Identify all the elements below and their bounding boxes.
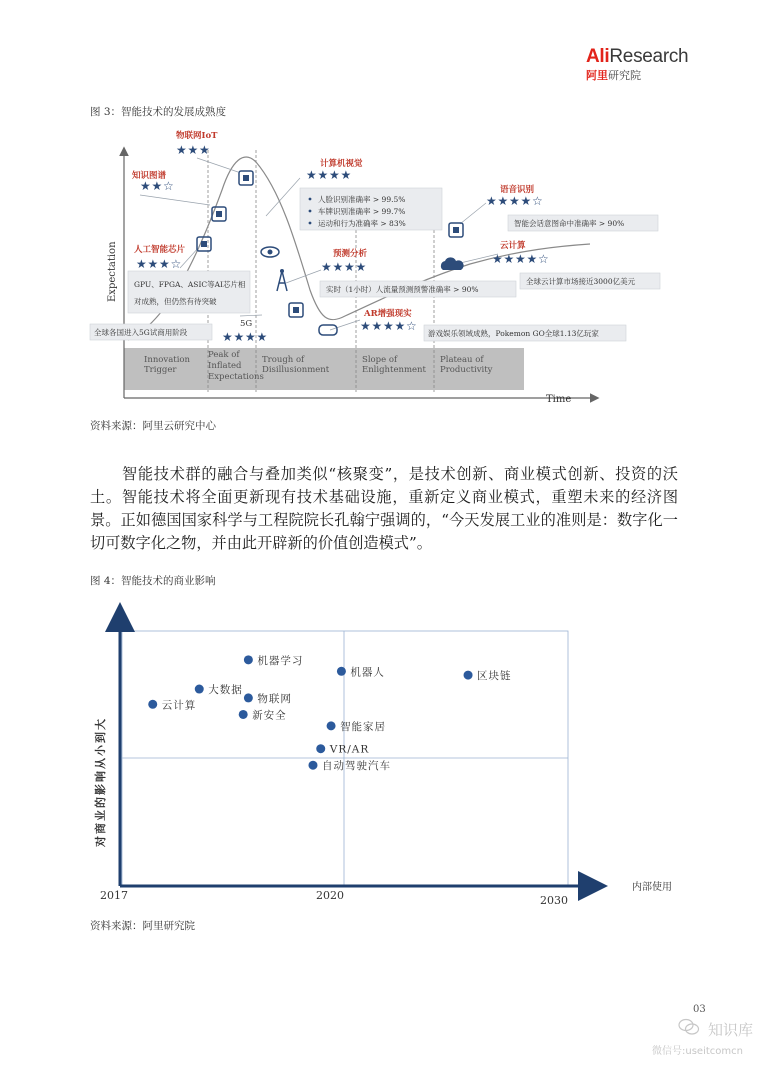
tech-label: 5G bbox=[240, 319, 253, 329]
note-chip-1: GPU、FPGA、ASIC等AI芯片相 bbox=[134, 280, 246, 289]
scatter-label: 大数据 bbox=[208, 684, 243, 697]
star-filled: ★ bbox=[222, 330, 233, 344]
figure4-source: 资料来源：阿里研究院 bbox=[90, 920, 195, 932]
page-number: 03 bbox=[693, 1004, 706, 1015]
note-5g: 全球各国进入5G试商用阶段 bbox=[94, 328, 188, 337]
predict-analysis-icon bbox=[289, 303, 303, 317]
star-empty: ☆ bbox=[538, 252, 549, 266]
scatter-label: 机器人 bbox=[350, 666, 385, 679]
star-filled: ★ bbox=[321, 260, 332, 274]
star-filled: ★ bbox=[233, 330, 245, 344]
logo-institute-cn-text: 研究院 bbox=[608, 69, 641, 82]
phase-slope-1: Slope of bbox=[362, 355, 398, 365]
star-filled: ★ bbox=[187, 143, 199, 157]
phase-plateau-1: Plateau of bbox=[440, 355, 484, 365]
body-paragraph: 智能技术群的融合与叠加类似“核聚变”，是技术创新、商业模式创新、投资的沃土。智能技术将全面更新现有技术基础设施，重新定义商业模式，重塑未来的经济图景。正如德国国家科学与工程院院长孔翰宁强调的，“今天发展工业的准则是：数字化一切可数字化之物，并由此开辟新的价值创造模式”。 bbox=[90, 465, 678, 552]
business-impact-chart bbox=[0, 590, 765, 920]
phase-innovation-1: Innovation bbox=[144, 355, 191, 365]
logo-ali-text: Ali bbox=[586, 46, 610, 67]
star-filled: ★ bbox=[344, 260, 355, 274]
tech-label: AR增强现实 bbox=[364, 309, 412, 319]
star-filled: ★ bbox=[383, 319, 394, 333]
scatter-point bbox=[308, 761, 317, 770]
tech-label: 物联网IoT bbox=[176, 131, 218, 141]
y-axis-label: Expectation bbox=[107, 241, 118, 302]
star-empty: ☆ bbox=[406, 319, 417, 333]
knowledge-graph-icon bbox=[212, 207, 226, 221]
iot-icon bbox=[239, 171, 253, 185]
vr-headset-icon bbox=[319, 325, 337, 335]
scatter-label: 云计算 bbox=[161, 699, 197, 712]
watermark-title: 知识库 bbox=[708, 1021, 754, 1039]
star-filled: ★ bbox=[360, 319, 371, 333]
note-speech: 智能会话意图命中准确率 > 90% bbox=[514, 219, 625, 228]
figure3-source: 资料来源：阿里云研究中心 bbox=[90, 420, 216, 432]
scatter-point bbox=[316, 744, 325, 753]
scatter-point bbox=[337, 667, 346, 676]
star-filled: ★ bbox=[199, 143, 210, 157]
ai-chip-icon bbox=[197, 237, 211, 251]
watermark-account: 微信号:useitcomcn bbox=[652, 1046, 743, 1057]
scatter-point bbox=[148, 700, 157, 709]
logo-ali-cn-text: 阿里 bbox=[586, 69, 608, 82]
phase-peak-1: Peak of bbox=[208, 350, 240, 360]
note-vision-1: 人脸识别准确率 > 99.5% bbox=[318, 195, 406, 204]
tick-2017: 2017 bbox=[100, 889, 128, 902]
star-empty: ☆ bbox=[163, 179, 174, 193]
speech-icon bbox=[449, 223, 463, 237]
star-filled: ★ bbox=[503, 252, 515, 266]
scatter-label: 智能家居 bbox=[340, 720, 387, 733]
scatter-point bbox=[327, 721, 336, 730]
tech-label: 语音识别 bbox=[500, 185, 535, 195]
scatter-label: 区块链 bbox=[477, 670, 512, 683]
tech-label: 计算机视觉 bbox=[320, 159, 363, 169]
scatter-label: VR/AR bbox=[329, 743, 370, 756]
star-filled: ★ bbox=[317, 168, 329, 182]
note-predict: 实时（1小时）人流量预测预警准确率 > 90% bbox=[326, 285, 479, 294]
figure3-caption: 图 3：智能技术的发展成熟度 bbox=[90, 106, 227, 118]
hype-cycle-chart bbox=[0, 0, 765, 420]
star-filled: ★ bbox=[256, 330, 268, 344]
tech-label: 预测分析 bbox=[333, 249, 368, 259]
star-filled: ★ bbox=[340, 168, 352, 182]
scatter-point bbox=[244, 655, 253, 664]
star-filled: ★ bbox=[140, 179, 151, 193]
note-vision-2: 车牌识别准确率 > 99.7% bbox=[318, 207, 406, 216]
scatter-label: 机器学习 bbox=[257, 654, 304, 667]
star-filled: ★ bbox=[515, 252, 526, 266]
star-filled: ★ bbox=[159, 257, 170, 271]
wechat-icon bbox=[678, 1018, 700, 1036]
star-filled: ★ bbox=[394, 319, 406, 333]
tech-label: 云计算 bbox=[500, 241, 526, 251]
star-filled: ★ bbox=[355, 260, 367, 274]
note-cloud: 全球云计算市场接近3000亿美元 bbox=[526, 277, 636, 286]
tech-label: 人工智能芯片 bbox=[134, 245, 186, 255]
star-filled: ★ bbox=[526, 252, 538, 266]
star-filled: ★ bbox=[332, 260, 344, 274]
star-filled: ★ bbox=[329, 168, 340, 182]
star-filled: ★ bbox=[509, 194, 520, 208]
impact-y-label: 对商业的影响从小到大 bbox=[94, 717, 107, 847]
note-ar: 游戏娱乐领域成熟，Pokemon GO全球1.13亿玩家 bbox=[428, 329, 599, 338]
star-filled: ★ bbox=[151, 179, 163, 193]
star-empty: ☆ bbox=[532, 194, 543, 208]
eye-icon bbox=[261, 247, 279, 257]
tech-label: 知识图谱 bbox=[132, 171, 167, 181]
phase-plateau-2: Productivity bbox=[440, 365, 493, 375]
star-filled: ★ bbox=[371, 319, 383, 333]
figure4-caption: 图 4：智能技术的商业影响 bbox=[90, 575, 216, 587]
star-filled: ★ bbox=[136, 257, 147, 271]
phase-peak-3: Expectations bbox=[208, 372, 264, 382]
tick-2020: 2020 bbox=[316, 889, 344, 902]
scatter-label: 自动驾驶汽车 bbox=[321, 760, 391, 773]
impact-x-label: 内部使用 bbox=[632, 882, 672, 893]
scatter-point bbox=[239, 710, 248, 719]
star-filled: ★ bbox=[176, 143, 187, 157]
star-filled: ★ bbox=[497, 194, 509, 208]
phase-trough-1: Trough of bbox=[262, 355, 305, 365]
note-vision-3: 运动和行为准确率 > 83% bbox=[318, 219, 406, 228]
star-filled: ★ bbox=[245, 330, 256, 344]
scatter-label: 物联网 bbox=[257, 692, 292, 705]
note-chip-2: 对成熟，但仍然有待突破 bbox=[134, 297, 217, 306]
star-filled: ★ bbox=[147, 257, 159, 271]
cloud-icon bbox=[441, 257, 464, 270]
x-axis-label: Time bbox=[546, 394, 572, 405]
star-filled: ★ bbox=[306, 168, 317, 182]
logo-research-text: Research bbox=[609, 46, 689, 67]
phase-innovation-2: Trigger bbox=[144, 365, 177, 375]
phase-peak-2: Inflated bbox=[208, 361, 242, 371]
star-empty: ☆ bbox=[170, 257, 182, 271]
phase-slope-2: Enlightenment bbox=[362, 365, 426, 375]
star-filled: ★ bbox=[486, 194, 497, 208]
5g-tower-icon bbox=[277, 269, 287, 291]
scatter-point bbox=[195, 685, 204, 694]
scatter-label: 新安全 bbox=[252, 709, 287, 722]
scatter-point bbox=[244, 693, 253, 702]
scatter-point bbox=[464, 671, 473, 680]
phase-trough-2: Disillusionment bbox=[262, 365, 330, 375]
star-filled: ★ bbox=[492, 252, 503, 266]
tick-2030: 2030 bbox=[540, 894, 568, 907]
star-filled: ★ bbox=[520, 194, 532, 208]
